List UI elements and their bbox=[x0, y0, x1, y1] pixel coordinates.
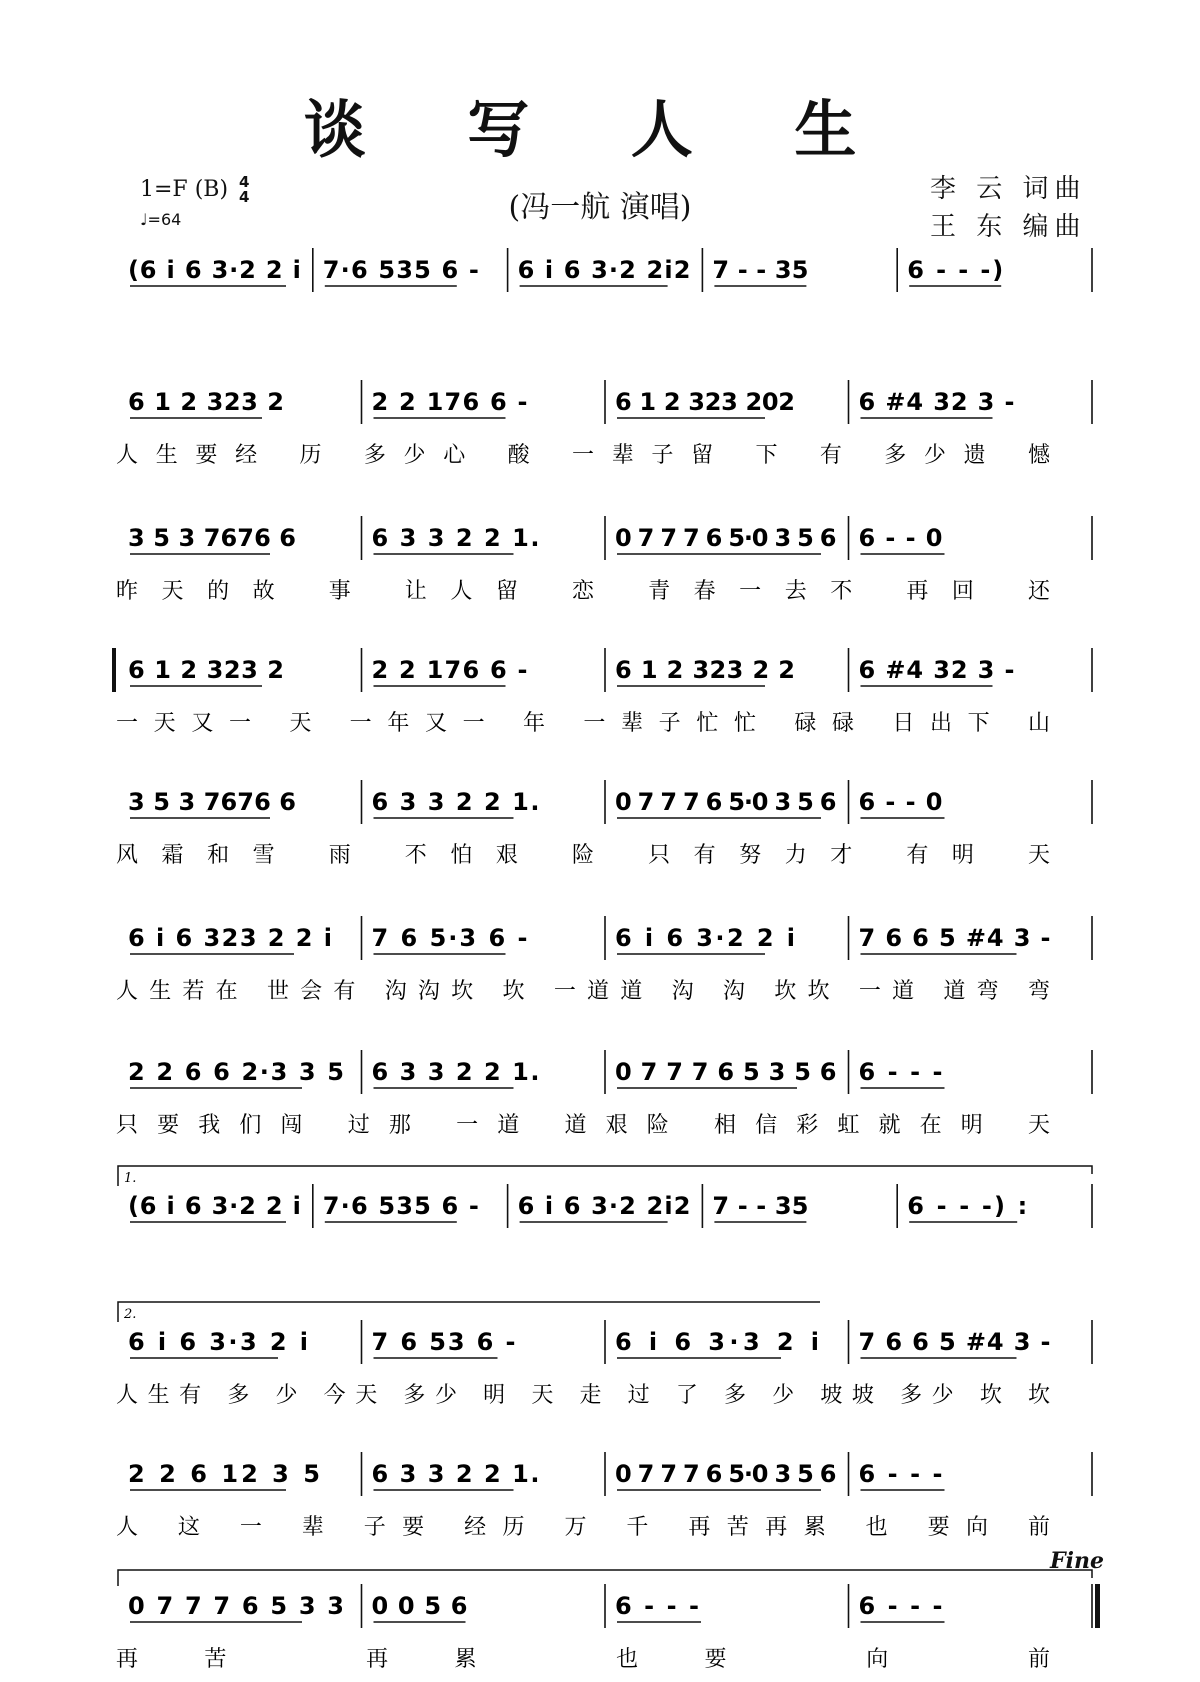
lyrics-line: 再苦 再累 也要 向 前 bbox=[116, 1647, 1050, 1672]
measure-notes: 6 1 2 323 2 bbox=[128, 656, 284, 684]
measure-notes: 6 i 6 3·2 2i2 bbox=[517, 1192, 691, 1220]
score-line bbox=[116, 780, 1092, 868]
measure-notes: 0 7 7 7 6 5·0 3 5 6 bbox=[615, 788, 837, 816]
score-line bbox=[116, 1570, 1100, 1672]
lyrics-line: 人生若在 世会有 沟沟坎 坎 一道道 沟 沟 坎坎 一道 道弯 弯 bbox=[116, 979, 1050, 1004]
measure-notes: 2 2 176 6 - bbox=[371, 388, 528, 416]
measure-notes: 2 2 176 6 - bbox=[371, 656, 528, 684]
tempo-marking: ♩=64 bbox=[140, 210, 182, 229]
measure-notes: 6 1 2 323 2 2 bbox=[615, 656, 795, 684]
measure-notes: 7 6 6 5 #4 3 - bbox=[858, 924, 1051, 952]
measure-notes: 6 3 3 2 2 1. bbox=[371, 1460, 540, 1488]
score-line bbox=[116, 1452, 1092, 1540]
measure-notes: 0 7 7 7 6 5·0 3 5 6 bbox=[615, 1460, 837, 1488]
lyrics-line: 人生有 多 少 今天 多少 明 天 走 过 了 多 少 坡坡 多少 坎 坎 bbox=[116, 1383, 1051, 1408]
measure-notes: 0 7 7 7 6 5 3 3 bbox=[128, 1592, 344, 1620]
measure-notes: 0 0 5 6 bbox=[371, 1592, 468, 1620]
arranger-credit: 王 东 编曲 bbox=[930, 212, 1087, 242]
measure-notes: 0 7 7 7 6 5 3 5 6 bbox=[615, 1058, 837, 1086]
time-sig-bottom: 4 bbox=[239, 188, 250, 206]
measure-notes: 6 - - 0 bbox=[858, 524, 943, 552]
time-sig-top: 4 bbox=[239, 173, 250, 191]
score-line bbox=[118, 1166, 1092, 1228]
measure-notes: 6 - - - bbox=[858, 1460, 943, 1488]
measure-notes: 6 - - - bbox=[858, 1592, 943, 1620]
key-text: 1=F (B) bbox=[140, 177, 229, 202]
measure-notes: 6 #4 32 3 - bbox=[858, 656, 1015, 684]
measure-notes: 6 - - -) : bbox=[907, 1192, 1028, 1220]
measure-notes: 6 - - - bbox=[615, 1592, 699, 1620]
repeat-start-bar bbox=[112, 648, 116, 692]
volta-number: 1. bbox=[124, 1171, 137, 1186]
measure-notes: 7 - - 35 bbox=[712, 1192, 809, 1220]
measure-notes: 3 5 3 7676 6 bbox=[128, 788, 296, 816]
song-title: 谈 写 人 生 bbox=[303, 93, 897, 166]
measure-notes: (6 i 6 3·2 2 i bbox=[128, 1192, 301, 1220]
measure-notes: 6 1 2 323 202 bbox=[615, 388, 795, 416]
measure-notes: 7·6 535 6 - bbox=[322, 256, 479, 284]
final-bar bbox=[1095, 1584, 1100, 1628]
measure-notes: 6 i 6 323 2 2 i bbox=[128, 924, 332, 952]
measure-notes: (6 i 6 3·2 2 i bbox=[128, 256, 301, 284]
score-line bbox=[112, 648, 1092, 736]
measure-notes: 6 i 6 3·2 2 i bbox=[615, 924, 795, 952]
measure-notes: 6 3 3 2 2 1. bbox=[371, 788, 540, 816]
measure-notes: 6 3 3 2 2 1. bbox=[371, 524, 540, 552]
score-line bbox=[116, 1302, 1092, 1408]
measure-notes: 3 5 3 7676 6 bbox=[128, 524, 296, 552]
measure-notes: 6 - - -) bbox=[907, 256, 1004, 284]
measure-notes: 2 2 6 6 2·3 3 5 bbox=[128, 1058, 344, 1086]
measure-notes: 7 - - 35 bbox=[712, 256, 809, 284]
measure-notes: 6 3 3 2 2 1. bbox=[371, 1058, 540, 1086]
fine-marking: Fine bbox=[1050, 1548, 1104, 1574]
volta-number: 2. bbox=[124, 1307, 137, 1322]
score-line bbox=[128, 248, 1092, 292]
score-line bbox=[116, 516, 1092, 604]
measure-notes: 7·6 535 6 - bbox=[322, 1192, 479, 1220]
lyrics-line: 人生要经 历 多少心 酸 一辈子留 下 有 多少遗 憾 bbox=[116, 443, 1050, 468]
measure-notes: 7 6 6 5 #4 3 - bbox=[858, 1328, 1051, 1356]
volta-bracket bbox=[118, 1166, 1092, 1186]
measure-notes: 7 6 5·3 6 - bbox=[371, 924, 528, 952]
lyrics-line: 人 这 一 辈 子要 经历 万 千 再苦再累 也 要向 前 bbox=[116, 1515, 1051, 1540]
measure-notes: 2 2 6 12 3 5 bbox=[128, 1460, 320, 1488]
measure-notes: 6 - - - bbox=[858, 1058, 943, 1086]
measure-notes: 7 6 53 6 - bbox=[371, 1328, 516, 1356]
performer: (冯一航 演唱) bbox=[508, 190, 692, 225]
measure-notes: 6 - - 0 bbox=[858, 788, 943, 816]
lyrics-line: 昨天的故 事 让人留 恋 青春一去不 再回 还 bbox=[116, 579, 1050, 604]
measure-notes: 6 i 6 3·3 2 i bbox=[615, 1328, 819, 1356]
lyricist-composer-credit: 李 云 词曲 bbox=[930, 174, 1087, 204]
lyrics-line: 只要我们闯 过那 一道 道艰险 相信彩虹就在明 天 bbox=[116, 1113, 1050, 1138]
measure-notes: 6 i 6 3·2 2i2 bbox=[517, 256, 691, 284]
lyrics-line: 风霜和雪 雨 不怕艰 险 只有努力才 有明 天 bbox=[116, 843, 1050, 868]
volta-bracket bbox=[118, 1302, 820, 1322]
score-line bbox=[116, 1050, 1092, 1138]
measure-notes: 6 i 6 3·3 2 i bbox=[128, 1328, 308, 1356]
top-bracket bbox=[118, 1570, 1092, 1586]
lyrics-line: 一天又一 天 一年又一 年 一辈子忙忙 碌碌 日出下 山 bbox=[116, 711, 1050, 736]
measure-notes: 0 7 7 7 6 5·0 3 5 6 bbox=[615, 524, 837, 552]
score-line bbox=[116, 380, 1092, 468]
score-line bbox=[116, 916, 1092, 1004]
measure-notes: 6 1 2 323 2 bbox=[128, 388, 284, 416]
measure-notes: 6 #4 32 3 - bbox=[858, 388, 1015, 416]
